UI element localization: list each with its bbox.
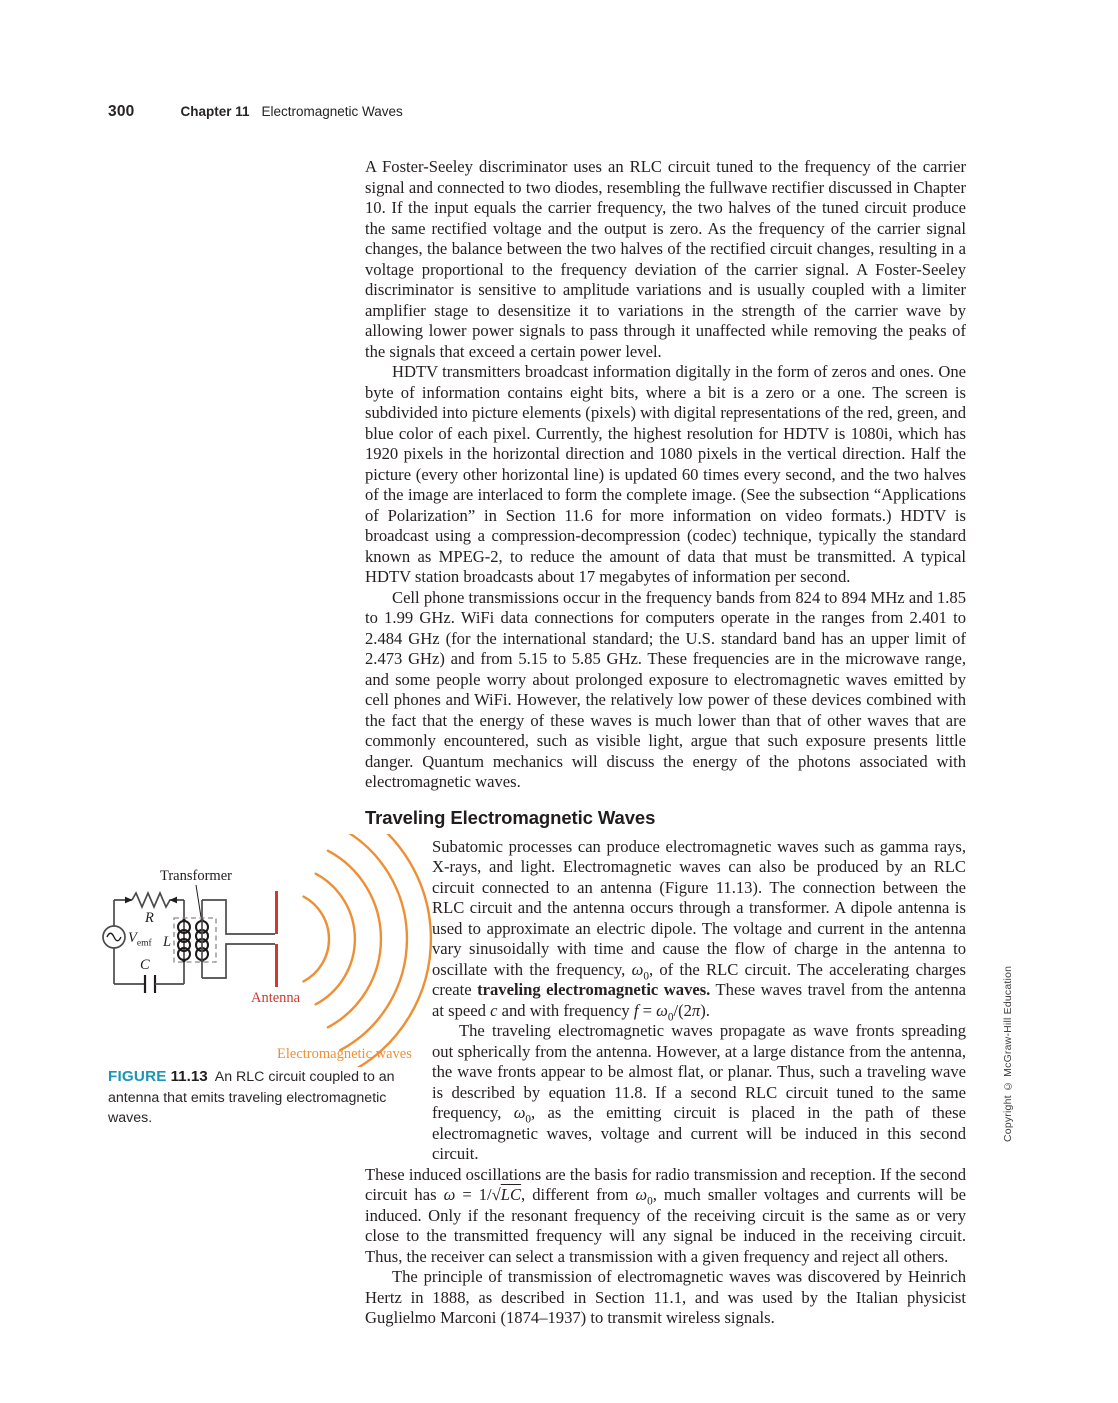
- bottom-paragraph-group: [365, 1165, 966, 1329]
- paragraph: A Foster-Seeley discriminator uses an RLC circuit tuned to the frequency of the carrier signal and connected to two diodes, resembling the fullwave rectifier discussed in Chapter 10. If the input equals the carrier frequency, the two halves of the tuned circuit produce the same rectified voltage and the output is zero. As the frequency of the carrier signal changes, the balance between the two halves of the rectified circuit changes, resulting in a voltage proportional to the frequency deviation of the carrier signal. A Foster-Seeley discriminator is sensitive to amplitude variations and is usually coupled with a limiter amplifier stage to desensitize it to variations in the strength of the carrier wave by allowing lower power signals to pass through it unaffected while removing the peaks of the signals that exceed a certain power level.: [365, 157, 966, 361]
- transformer-label: Transformer: [160, 868, 232, 884]
- transformer-pointer-line: [196, 885, 201, 917]
- source-label: $V_{emf}$: [128, 930, 152, 949]
- antenna-feed-circuit: [202, 900, 275, 978]
- top-paragraph-group: [365, 157, 966, 793]
- figure-caption-text: An RLC circuit coupled to an antenna that emits traveling electromagnetic waves.: [108, 1069, 395, 1126]
- antenna-label: Antenna: [251, 990, 301, 1006]
- wave-front-arcs: [304, 834, 431, 1067]
- current-arrow-right: [170, 897, 178, 904]
- figure-11-13-diagram: [96, 834, 446, 1067]
- paragraph: Subatomic processes can produce electromagnetic waves such as gamma rays, X-rays, and light. Electromagnetic waves can also be produced by an RLC circuit connected to an antenna (Figure 11.13). The connection between the RLC circuit and the antenna occurs through a transformer. A dipole antenna is used to approximate an electric dipole. The voltage and current in the antenna vary sinusoidally with time and cause the flow of charge in the antenna to oscillate with the frequency, $\omega_0$, of the RLC circuit. The accelerating charges create traveling electromagnetic waves. These waves travel from the antenna at speed c and with frequency $f = \omega_0/(2\pi)$.: [432, 836, 967, 1023]
- figure-caption-tag: FIGURE: [108, 1068, 167, 1085]
- transformer-symbol: [174, 918, 216, 962]
- inductor-label: L: [163, 934, 172, 950]
- figure-caption: [108, 1067, 432, 1129]
- figure-caption-number: 11.13: [170, 1068, 208, 1085]
- electromagnetic-waves-label: Electromagnetic waves: [277, 1046, 412, 1062]
- narrow-paragraph-group: [432, 837, 966, 1165]
- paragraph: Cell phone transmissions occur in the frequency bands from 824 to 894 MHz and 1.85 to 1.99 GHz. WiFi data connections for computers operate in the ranges from 2.401 to 2.484 GHz (for the international standard; the U.S. standard band has an upper limit of 2.473 GHz) and from 5.15 to 5.85 GHz. These frequencies are in the microwave range, and some people worry about prolonged exposure to electromagnetic waves emitted by cell phones and WiFi. However, the relatively low power of these devices combined with the fact that the energy of these waves is much lower than that of other waves that are commonly encountered, such as visible light, argue that such exposure presents little danger. Quantum mechanics will discuss the energy of the photons associated with electromagnetic waves.: [365, 587, 966, 791]
- current-arrow-left: [125, 897, 133, 904]
- capacitor-label: C: [140, 957, 150, 973]
- paragraph: These induced oscillations are the basis for radio transmission and reception. If the second circuit has ω = 1/√LC, different from $\omega_0$, much smaller voltages and currents will be induced. Only if the resonant frequency of the receiving circuit is the same as or very close to the transmitted frequency will any signal be induced in the receiving circuit. Thus, the receiver can select a transmission with a given frequency and reject all others.: [365, 1164, 967, 1266]
- page-number: 300: [108, 103, 135, 120]
- copyright-notice: Copyright © McGraw-Hill Education: [1002, 965, 1014, 1142]
- sine-glyph: [107, 933, 121, 941]
- running-head: [108, 103, 403, 121]
- chapter-title: Electromagnetic Waves: [261, 104, 403, 119]
- paragraph: The traveling electromagnetic waves propagate as wave fronts spreading out spherically from the antenna. However, at a large distance from the antenna, the wave fronts appear to be almost flat, or planar. Thus, such a traveling wave is described by equation 11.8. If a second RLC circuit tuned to the same frequency, $\omega_0$, as the emitting circuit is placed in the path of these electromagnetic waves, voltage and current will be induced in this second circuit.: [432, 1021, 966, 1163]
- body-text-column: [365, 157, 966, 1329]
- chapter-label: Chapter 11: [180, 104, 250, 119]
- capacitor-symbol: [145, 975, 155, 993]
- section-heading: Traveling Electromagnetic Waves: [365, 806, 656, 828]
- paragraph: The principle of transmission of electromagnetic waves was discovered by Heinrich Hertz in 1888, as described in Section 11.1, and was used by the Italian physicist Guglielmo Marconi (1874–1937) to transmit wireless signals.: [365, 1267, 966, 1327]
- resistor-label: R: [145, 910, 154, 926]
- paragraph: HDTV transmitters broadcast information digitally in the form of zeros and ones. One byte of information contains eight bits, where a bit is a zero or a one. The screen is subdivided into picture elements (pixels) with digital representations of the red, green, and blue color of each pixel. Currently, the highest resolution for HDTV is 1080i, which has 1920 pixels in the horizontal direction and 1080 pixels in the vertical direction. Half the picture (every other horizontal line) is updated 60 times every second, and the two halves of the image are interlaced to form the complete image. (See the subsection “Applications of Polarization” in Section 11.6 for more information on video formats.) HDTV is broadcast using a compression-decompression (codec) technique, typically the standard known as MPEG-2, to reduce the amount of data that must be transmitted. A typical HDTV station broadcasts about 17 megabytes of information per second.: [365, 362, 966, 586]
